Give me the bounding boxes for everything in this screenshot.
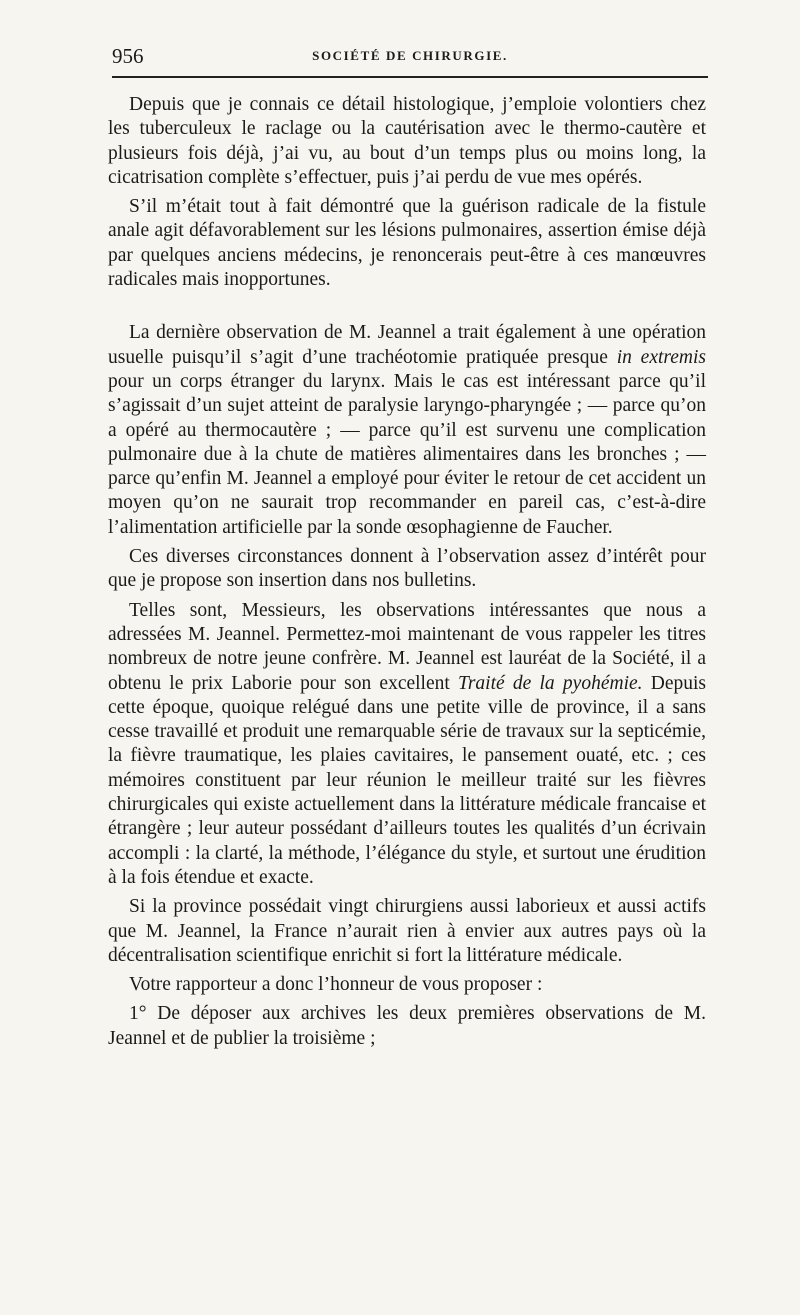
running-title: SOCIÉTÉ DE CHIRURGIE. [312, 48, 508, 63]
paragraph-7: Votre rapporteur a donc l’honneur de vous proposer : [129, 974, 543, 996]
paragraph-5-italic: Traité de la pyohémie. [458, 672, 643, 694]
paragraph-3-text-b: pour un corps étranger du larynx. Mais le cas est intéressant parce qu’il s’agissait d’un sujet atteint de paralysie laryngo-pharyngée ; — parce qu’on a opéré au thermocautère ; — parce qu’il est survenu une complication pulmonaire due à la chute de matières alimentaires dans les bronches ; — parce qu’enfin M. Jeannel a employé pour éviter le retour de cet accident un moyen qu’on ne saurait trop recommander en pareil cas, c’est-à-dire l’alimentation artificielle par la sonde œsophagienne de Faucher. [108, 370, 706, 538]
paragraph-4: Ces diverses circonstances donnent à l’observation assez d’intérêt pour que je propose son insertion dans nos bulletins. [108, 546, 706, 592]
paragraph-5-text-a: Telles sont, Messieurs, les observations intéressantes que nous a adressées M. Jeannel. Permettez-moi maintenant de vous rappeler les titres nombreux de notre jeune confrère. M. Jeannel est lauréat de la Société, il a obtenu le prix Laborie pour son excellent [108, 599, 706, 694]
body-text [108, 93, 706, 1051]
paragraph-6: Si la province possédait vingt chirurgiens aussi laborieux et aussi actifs que M. Jeannel, la France n’aurait rien à envier aux autres pays où la décentralisation scientifique enrichit si fort la littérature médicale. [108, 896, 706, 966]
header-rule [112, 76, 708, 78]
paragraph-3-text-a: La dernière observation de M. Jeannel a trait également à une opération usuelle puisqu’il s’agit d’une trachéotomie pratiquée presque [108, 322, 706, 368]
paragraph-8: 1° De déposer aux archives les deux premières observations de M. Jeannel et de publier la troisième ; [108, 1003, 706, 1049]
paragraph-3-italic: in extremis [616, 346, 707, 368]
page-number: 956 [112, 44, 144, 68]
page-header [112, 42, 708, 74]
paragraph-5-text-b: Depuis cette époque, quoique relégué dans une petite ville de province, il a sans cesse travaillé et produit une remarquable série de travaux sur la septicémie, la fièvre traumatique, les plaies cavitaires, le pansement ouaté, etc. ; ces mémoires constituent par leur réunion le meilleur traité sur les fièvres chirurgicales qui existe actuellement dans la littérature médicale francaise et étrangère ; leur auteur possédant d’ailleurs toutes les qualités d’un écrivain accompli : la clarté, la méthode, l’élégance du style, et surtout une érudition à la fois étendue et exacte. [108, 672, 706, 888]
paragraph-1: Depuis que je connais ce détail histologique, j’emploie volontiers chez les tuberculeux le raclage ou la cautérisation avec le thermo-cautère et plusieurs fois déjà, j’ai vu, au bout d’un temps plus ou moins long, la cicatrisation complète s’effectuer, puis j’ai perdu de vue mes opérés. [108, 94, 706, 188]
paragraph-2: S’il m’était tout à fait démontré que la guérison radicale de la fistule anale agit défavorablement sur les lésions pulmonaires, assertion émise déjà par quelques anciens médecins, je renoncerais peut-être à ces manœuvres radicales mais inopportunes. [108, 196, 706, 291]
paragraph-3 [108, 321, 706, 540]
paragraph-5 [108, 599, 706, 891]
